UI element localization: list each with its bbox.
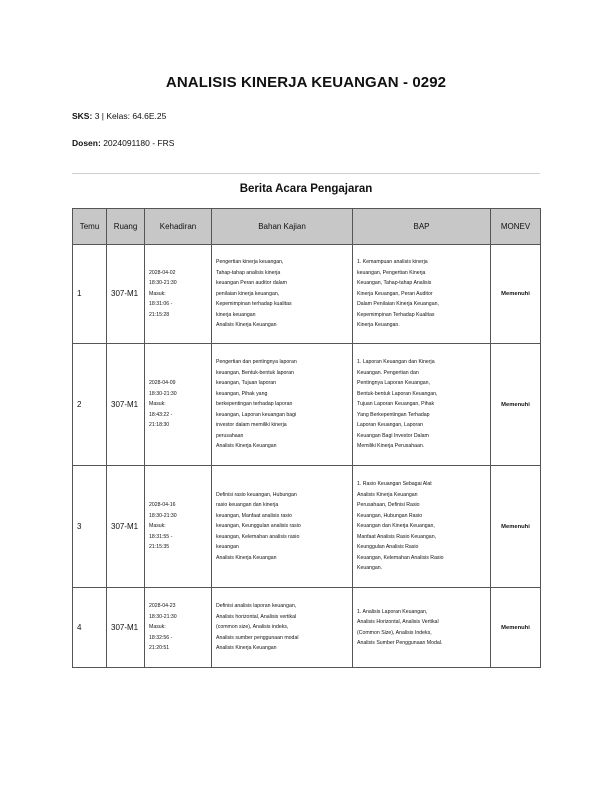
cell-kehadiran: 2028-04-02 18:30-21:30 Masuk: 18:31:06 - 21:15:28 (145, 245, 212, 344)
cell-kehadiran: 2028-04-09 18:30-21:30 Masuk: 18:43:22 - 21:18:30 (145, 344, 212, 466)
table-row (73, 245, 541, 344)
cell-kehadiran: 2028-04-16 18:30-21:30 Masuk: 18:31:55 - 21:15:35 (145, 466, 212, 588)
table-header-row (73, 209, 541, 245)
cell-ruang: 307-M1 (107, 245, 145, 344)
table-row (73, 588, 541, 668)
cell-bahan-kajian: Definisi rasio keuangan, Hubungan rasio keuangan dan kinerja keuangan, Manfaat analisis rasio keuangan, Keunggulan analisis rasio keuangan, Kelemahan analisis rasio keuangan Analisis Kinerja Keuangan (212, 466, 353, 588)
cell-monev: Memenuhi (491, 245, 541, 344)
cell-bap: 1. Analisis Laporan Keuangan, Analisis Horizontal, Analisis Vertikal (Common Size), Analisis Indeks, Analisis Sumber Penggunaan Modal. (353, 588, 491, 668)
cell-bahan-kajian: Definisi analisis laporan keuangan, Analisis horizontal, Analisis vertikal (common size), Analisis indeks, Analisis sumber penggunaan modal Analisis Kinerja Keuangan (212, 588, 353, 668)
cell-temu: 2 (73, 344, 107, 466)
header-temu: Temu (73, 209, 107, 245)
header-bahan-kajian: Bahan Kajian (212, 209, 353, 245)
cell-bap: 1. Kemampuan analisis kinerja keuangan, Pengertian Kinerja Keuangan, Tahap-tahap Analisis Kinerja Keuangan, Peran Auditor Dalam Penilaian Kinerja Keuangan, Kepemimpinan Terhadap Kualitas Kinerja Keuangan. (353, 245, 491, 344)
dosen-label: Dosen: (72, 138, 101, 148)
cell-ruang: 307-M1 (107, 466, 145, 588)
cell-monev: Memenuhi (491, 344, 541, 466)
cell-monev: Memenuhi (491, 588, 541, 668)
cell-bahan-kajian: Pengertian kinerja keuangan, Tahap-tahap analisis kinerja keuangan Peran auditor dalam penilaian kinerja keuangan, Kepemimpinan terhadap kualitas kinerja keuangan Analisis Kinerja Keuangan (212, 245, 353, 344)
cell-bap: 1. Laporan Keuangan dan Kinerja Keuangan. Pengertian dan Pentingnya Laporan Keuangan, Bentuk-bentuk Laporan Keuangan, Tujuan Laporan Keuangan, Pihak Yang Berkepentingan Terhadap Laporan Keuangan, Laporan Keuangan Bagi Investor Dalam Memiliki Kinerja Perusahaan. (353, 344, 491, 466)
section-title: Berita Acara Pengajaran (239, 183, 373, 195)
table-row (73, 466, 541, 588)
header-ruang: Ruang (107, 209, 145, 245)
header-kehadiran: Kehadiran (145, 209, 212, 245)
sks-label: SKS: (72, 111, 93, 121)
bap-table (72, 208, 541, 668)
cell-ruang: 307-M1 (107, 344, 145, 466)
cell-temu: 4 (73, 588, 107, 668)
cell-kehadiran: 2028-04-23 18:30-21:30 Masuk: 18:32:56 - 21:20:51 (145, 588, 212, 668)
cell-monev: Memenuhi (491, 466, 541, 588)
sks-value: 3 | Kelas: 64.6E.25 (94, 111, 167, 121)
cell-ruang: 307-M1 (107, 588, 145, 668)
divider (72, 173, 540, 174)
cell-bap: 1. Rasio Keuangan Sebagai Alat Analisis Kinerja Keuangan Perusahaan, Definisi Rasio Keuangan, Hubungan Rasio Keuangan dan Kinerja Keuangan, Manfaat Analisis Rasio Keuangan, Keunggulan Analisis Rasio Keuangan, Kelemahan Analisis Rasio Keuangan. (353, 466, 491, 588)
table-row (73, 344, 541, 466)
header-monev: MONEV (491, 209, 541, 245)
cell-temu: 3 (73, 466, 107, 588)
sks-kelas-line (72, 111, 166, 121)
document-title: ANALISIS KINERJA KEUANGAN - 0292 (165, 74, 447, 91)
cell-bahan-kajian: Pengertian dan pentingnya laporan keuangan, Bentuk-bentuk laporan keuangan, Tujuan laporan keuangan, Pihak yang berkepentingan terhadap laporan keuangan, Laporan keuangan bagi investor dalam memiliki kinerja perusahaan Analisis Kinerja Keuangan (212, 344, 353, 466)
header-bap: BAP (353, 209, 491, 245)
cell-temu: 1 (73, 245, 107, 344)
dosen-value: 2024091180 - FRS (103, 138, 175, 148)
dosen-line (72, 138, 174, 148)
